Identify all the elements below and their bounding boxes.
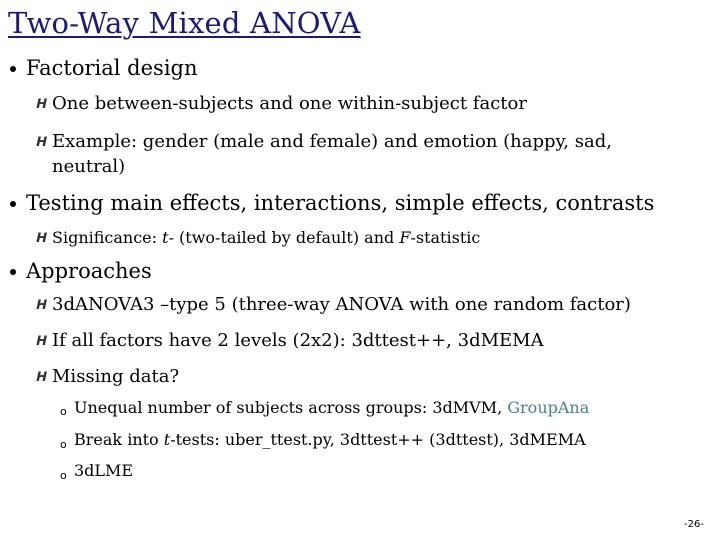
bullet-h-icon: H [34, 334, 49, 349]
significance-text-1: Significance: [52, 228, 163, 247]
approaches-item-2: If all factors have 2 levels (2x2): 3dttest++, 3dMEMA [52, 330, 544, 351]
section-factorial-heading: Factorial design [26, 56, 198, 80]
approaches-item-1: 3dANOVA3 –type 5 (three-way ANOVA with one random factor) [52, 294, 631, 315]
bullet-o-icon: o [60, 438, 67, 451]
subitem-2-text-2: -tests: uber_ttest.py, 3dttest++ (3dttest), 3dMEMA [170, 430, 586, 449]
bullet-h-icon: H [34, 298, 49, 313]
bullet-o-icon: o [60, 469, 67, 482]
significance-text-3: -statistic [410, 228, 481, 247]
factorial-item-1: One between-subjects and one within-subject factor [52, 93, 527, 114]
bullet-dot-icon [10, 201, 16, 207]
significance-f: F [399, 228, 411, 247]
missing-data-subitem-3: 3dLME [74, 461, 134, 480]
bullet-dot-icon [10, 269, 16, 275]
subitem-2-text-1: Break into [74, 430, 164, 449]
significance-t: t [162, 228, 169, 247]
subitem-2-t: t [163, 430, 171, 449]
section-testing-heading: Testing main effects, interactions, simple effects, contrasts [26, 191, 655, 215]
bullet-o-icon: o [60, 405, 67, 418]
missing-data-subitem-1 [74, 398, 589, 417]
section-approaches-heading: Approaches [26, 259, 152, 283]
bullet-h-icon: H [34, 135, 49, 150]
bullet-h-icon: H [34, 370, 49, 385]
testing-item-significance [52, 228, 480, 247]
subitem-1-text: Unequal number of subjects across groups: 3dMVM, [74, 398, 508, 417]
missing-data-subitem-2 [74, 430, 586, 449]
page-number: -26- [684, 519, 704, 530]
groupana-link[interactable]: GroupAna [507, 398, 590, 417]
factorial-item-2: Example: gender (male and female) and emotion (happy, sad, [52, 131, 612, 152]
factorial-item-2-cont: neutral) [52, 156, 126, 177]
slide-title: Two-Way Mixed ANOVA [8, 6, 361, 40]
significance-text-2: - (two-tailed by default) and [168, 228, 400, 247]
bullet-h-icon: H [34, 231, 49, 246]
bullet-dot-icon [10, 66, 16, 72]
bullet-h-icon: H [34, 97, 49, 112]
approaches-item-3: Missing data? [52, 366, 180, 387]
